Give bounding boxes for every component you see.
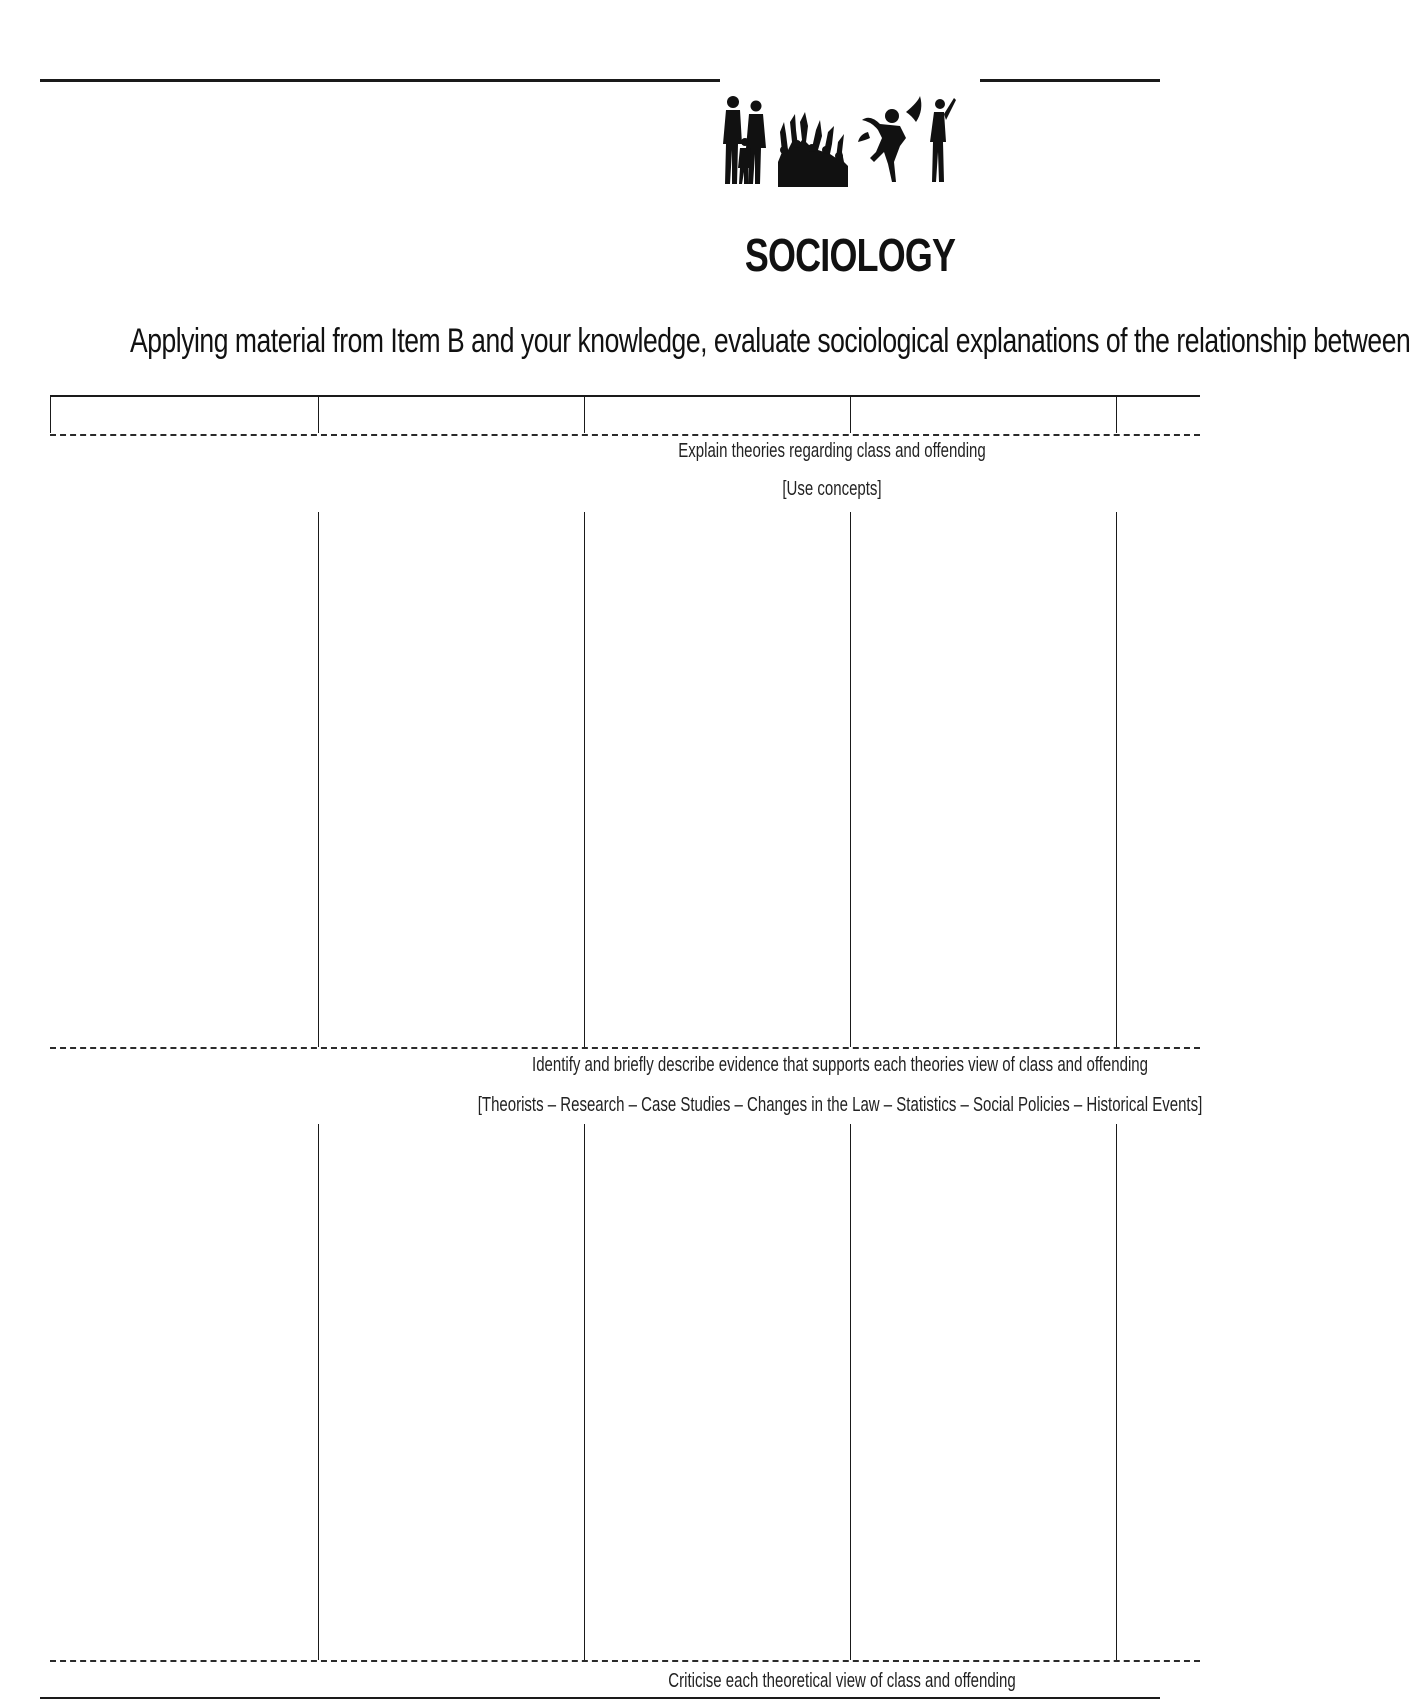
people-silhouettes-icon (720, 92, 970, 197)
table-top-border (50, 395, 1200, 397)
section-1-column-line-1 (318, 512, 319, 1047)
section-2-column-line-1 (318, 1124, 319, 1660)
essay-question: Applying material from Item B and your knowledge, evaluate sociological explanations of the relationship between (130, 322, 1410, 360)
section-2-subtitle: [Theorists – Research – Case Studies – Changes in the Law – Statistics – Social Policies – Historical Events] (477, 1094, 1203, 1116)
section-1-column-line-4 (1116, 512, 1117, 1047)
section-1-title: Explain theories regarding class and offending (678, 440, 986, 462)
bottom-rule (40, 1697, 1160, 1699)
header-cell-4 (850, 397, 851, 433)
section-1-column-line-2 (584, 512, 585, 1047)
subject-title: SOCIOLOGY (744, 229, 956, 281)
section-2-column-line-4 (1116, 1124, 1117, 1660)
section-2-column-line-2 (584, 1124, 585, 1660)
header-cell-2 (318, 397, 319, 433)
header-cell-5 (1116, 397, 1117, 433)
section-divider-2 (50, 1047, 1200, 1049)
header-cell-1 (50, 397, 51, 433)
section-1-column-line-3 (850, 512, 851, 1047)
section-2-title: Identify and briefly describe evidence that supports each theories view of class and offending (532, 1054, 1148, 1076)
section-1-subtitle: [Use concepts] (782, 478, 882, 500)
top-rule-left (40, 79, 720, 82)
section-3-title: Criticise each theoretical view of class and offending (668, 1670, 1016, 1692)
section-2-column-line-3 (850, 1124, 851, 1660)
section-divider-1 (50, 434, 1200, 436)
header-cell-3 (584, 397, 585, 433)
top-rule-right (980, 79, 1160, 82)
section-divider-3 (50, 1660, 1200, 1662)
